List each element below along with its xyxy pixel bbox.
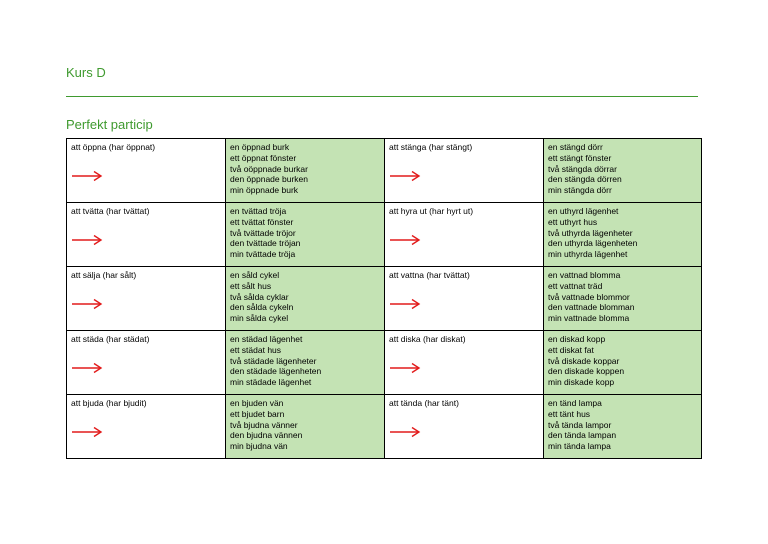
verb-infinitive: att städa (har städat)	[71, 334, 150, 344]
participle-form: min tända lampa	[548, 441, 611, 452]
section-title: Perfekt particip	[66, 117, 153, 132]
header-divider	[66, 96, 698, 97]
table-row	[67, 331, 702, 395]
forms-cell-left	[226, 395, 385, 459]
forms-cell-left	[226, 331, 385, 395]
participle-form: två tvättade tröjor	[230, 227, 296, 238]
table-row	[67, 203, 702, 267]
table-row	[67, 139, 702, 203]
participle-form: den stängda dörren	[548, 174, 622, 185]
participle-form: en tänd lampa	[548, 398, 602, 408]
verb-infinitive: att hyra ut (har hyrt ut)	[389, 206, 474, 216]
right-arrow-icon	[389, 426, 421, 438]
verb-cell-right	[385, 395, 544, 459]
verb-cell-left	[67, 331, 226, 395]
forms-cell-right	[544, 267, 702, 331]
participle-form: den diskade koppen	[548, 366, 625, 377]
participle-form: en stängd dörr	[548, 142, 603, 152]
verb-cell-right	[385, 203, 544, 267]
participle-form: den tvättade tröjan	[230, 238, 301, 249]
participle-form: en diskad kopp	[548, 334, 606, 344]
participle-form: ett bjudet barn	[230, 408, 285, 419]
verb-infinitive: att stänga (har stängt)	[389, 142, 473, 152]
participle-form: två stängda dörrar	[548, 163, 617, 174]
verb-cell-left	[67, 267, 226, 331]
participle-form: en städad lägenhet	[230, 334, 303, 344]
right-arrow-icon	[389, 362, 421, 374]
participle-form: ett stängt fönster	[548, 152, 612, 163]
right-arrow-icon	[71, 234, 103, 246]
participle-form: den bjudna vännen	[230, 430, 303, 441]
participle-form: den vattnade blomman	[548, 302, 635, 313]
forms-cell-right	[544, 331, 702, 395]
participle-forms-list	[548, 334, 697, 388]
participle-form: min tvättade tröja	[230, 249, 296, 260]
right-arrow-icon	[71, 426, 103, 438]
verb-cell-left	[67, 395, 226, 459]
participle-form: min vattnade blomma	[548, 313, 630, 324]
forms-cell-right	[544, 203, 702, 267]
verb-infinitive: att bjuda (har bjudit)	[71, 398, 147, 408]
participle-form: min uthyrda lägenhet	[548, 249, 628, 260]
participle-form: ett uthyrt hus	[548, 216, 598, 227]
participle-form: en vattnad blomma	[548, 270, 621, 280]
right-arrow-icon	[71, 298, 103, 310]
participle-form: ett tänt hus	[548, 408, 591, 419]
forms-cell-right	[544, 139, 702, 203]
participle-forms-list	[230, 398, 380, 452]
forms-cell-right	[544, 395, 702, 459]
participle-form: ett tvättat fönster	[230, 216, 294, 227]
participle-form: min sålda cykel	[230, 313, 289, 324]
participle-forms-list	[230, 270, 380, 324]
participle-forms-list	[548, 270, 697, 324]
participle-form: min öppnade burk	[230, 185, 299, 196]
verb-infinitive: att diska (har diskat)	[389, 334, 466, 344]
participle-form: två tända lampor	[548, 419, 612, 430]
participle-form: två vattnade blommor	[548, 291, 630, 302]
participle-forms-list	[548, 206, 697, 260]
participle-form: en bjuden vän	[230, 398, 284, 408]
right-arrow-icon	[389, 298, 421, 310]
participle-forms-list	[230, 142, 380, 196]
forms-cell-left	[226, 267, 385, 331]
verb-infinitive: att sälja (har sålt)	[71, 270, 137, 280]
verb-infinitive: att tända (har tänt)	[389, 398, 459, 408]
participle-form: en uthyrd lägenhet	[548, 206, 619, 216]
verb-cell-right	[385, 267, 544, 331]
participle-form: den uthyrda lägenheten	[548, 238, 638, 249]
participle-forms-list	[230, 334, 380, 388]
verb-infinitive: att öppna (har öppnat)	[71, 142, 156, 152]
verb-cell-left	[67, 203, 226, 267]
participle-table	[66, 138, 702, 459]
participle-form: en öppnad burk	[230, 142, 290, 152]
participle-forms-list	[230, 206, 380, 260]
table-row	[67, 267, 702, 331]
verb-infinitive: att vattna (har tvättat)	[389, 270, 470, 280]
right-arrow-icon	[389, 170, 421, 182]
participle-form: två städade lägenheter	[230, 355, 317, 366]
participle-form: min diskade kopp	[548, 377, 615, 388]
forms-cell-left	[226, 203, 385, 267]
participle-form: ett öppnat fönster	[230, 152, 297, 163]
participle-form: min städade lägenhet	[230, 377, 312, 388]
participle-form: två diskade koppar	[548, 355, 620, 366]
participle-table-body	[67, 139, 702, 459]
participle-form: två sålda cyklar	[230, 291, 289, 302]
table-row	[67, 395, 702, 459]
participle-form: ett vattnat träd	[548, 280, 603, 291]
participle-form: den öppnade burken	[230, 174, 308, 185]
participle-form: ett diskat fat	[548, 344, 594, 355]
verb-cell-right	[385, 331, 544, 395]
participle-form: den sålda cykeln	[230, 302, 294, 313]
course-title: Kurs D	[66, 65, 106, 80]
participle-form: en såld cykel	[230, 270, 280, 280]
verb-cell-right	[385, 139, 544, 203]
right-arrow-icon	[389, 234, 421, 246]
participle-form: min bjudna vän	[230, 441, 288, 452]
participle-form: två bjudna vänner	[230, 419, 298, 430]
participle-form: den städade lägenheten	[230, 366, 322, 377]
participle-form: en tvättad tröja	[230, 206, 287, 216]
participle-form: min stängda dörr	[548, 185, 612, 196]
participle-form: två oöppnade burkar	[230, 163, 308, 174]
right-arrow-icon	[71, 362, 103, 374]
participle-form: den tända lampan	[548, 430, 617, 441]
participle-forms-list	[548, 398, 697, 452]
participle-form: två uthyrda lägenheter	[548, 227, 633, 238]
verb-cell-left	[67, 139, 226, 203]
right-arrow-icon	[71, 170, 103, 182]
participle-form: ett sålt hus	[230, 280, 272, 291]
participle-form: ett städat hus	[230, 344, 282, 355]
participle-forms-list	[548, 142, 697, 196]
forms-cell-left	[226, 139, 385, 203]
verb-infinitive: att tvätta (har tvättat)	[71, 206, 150, 216]
